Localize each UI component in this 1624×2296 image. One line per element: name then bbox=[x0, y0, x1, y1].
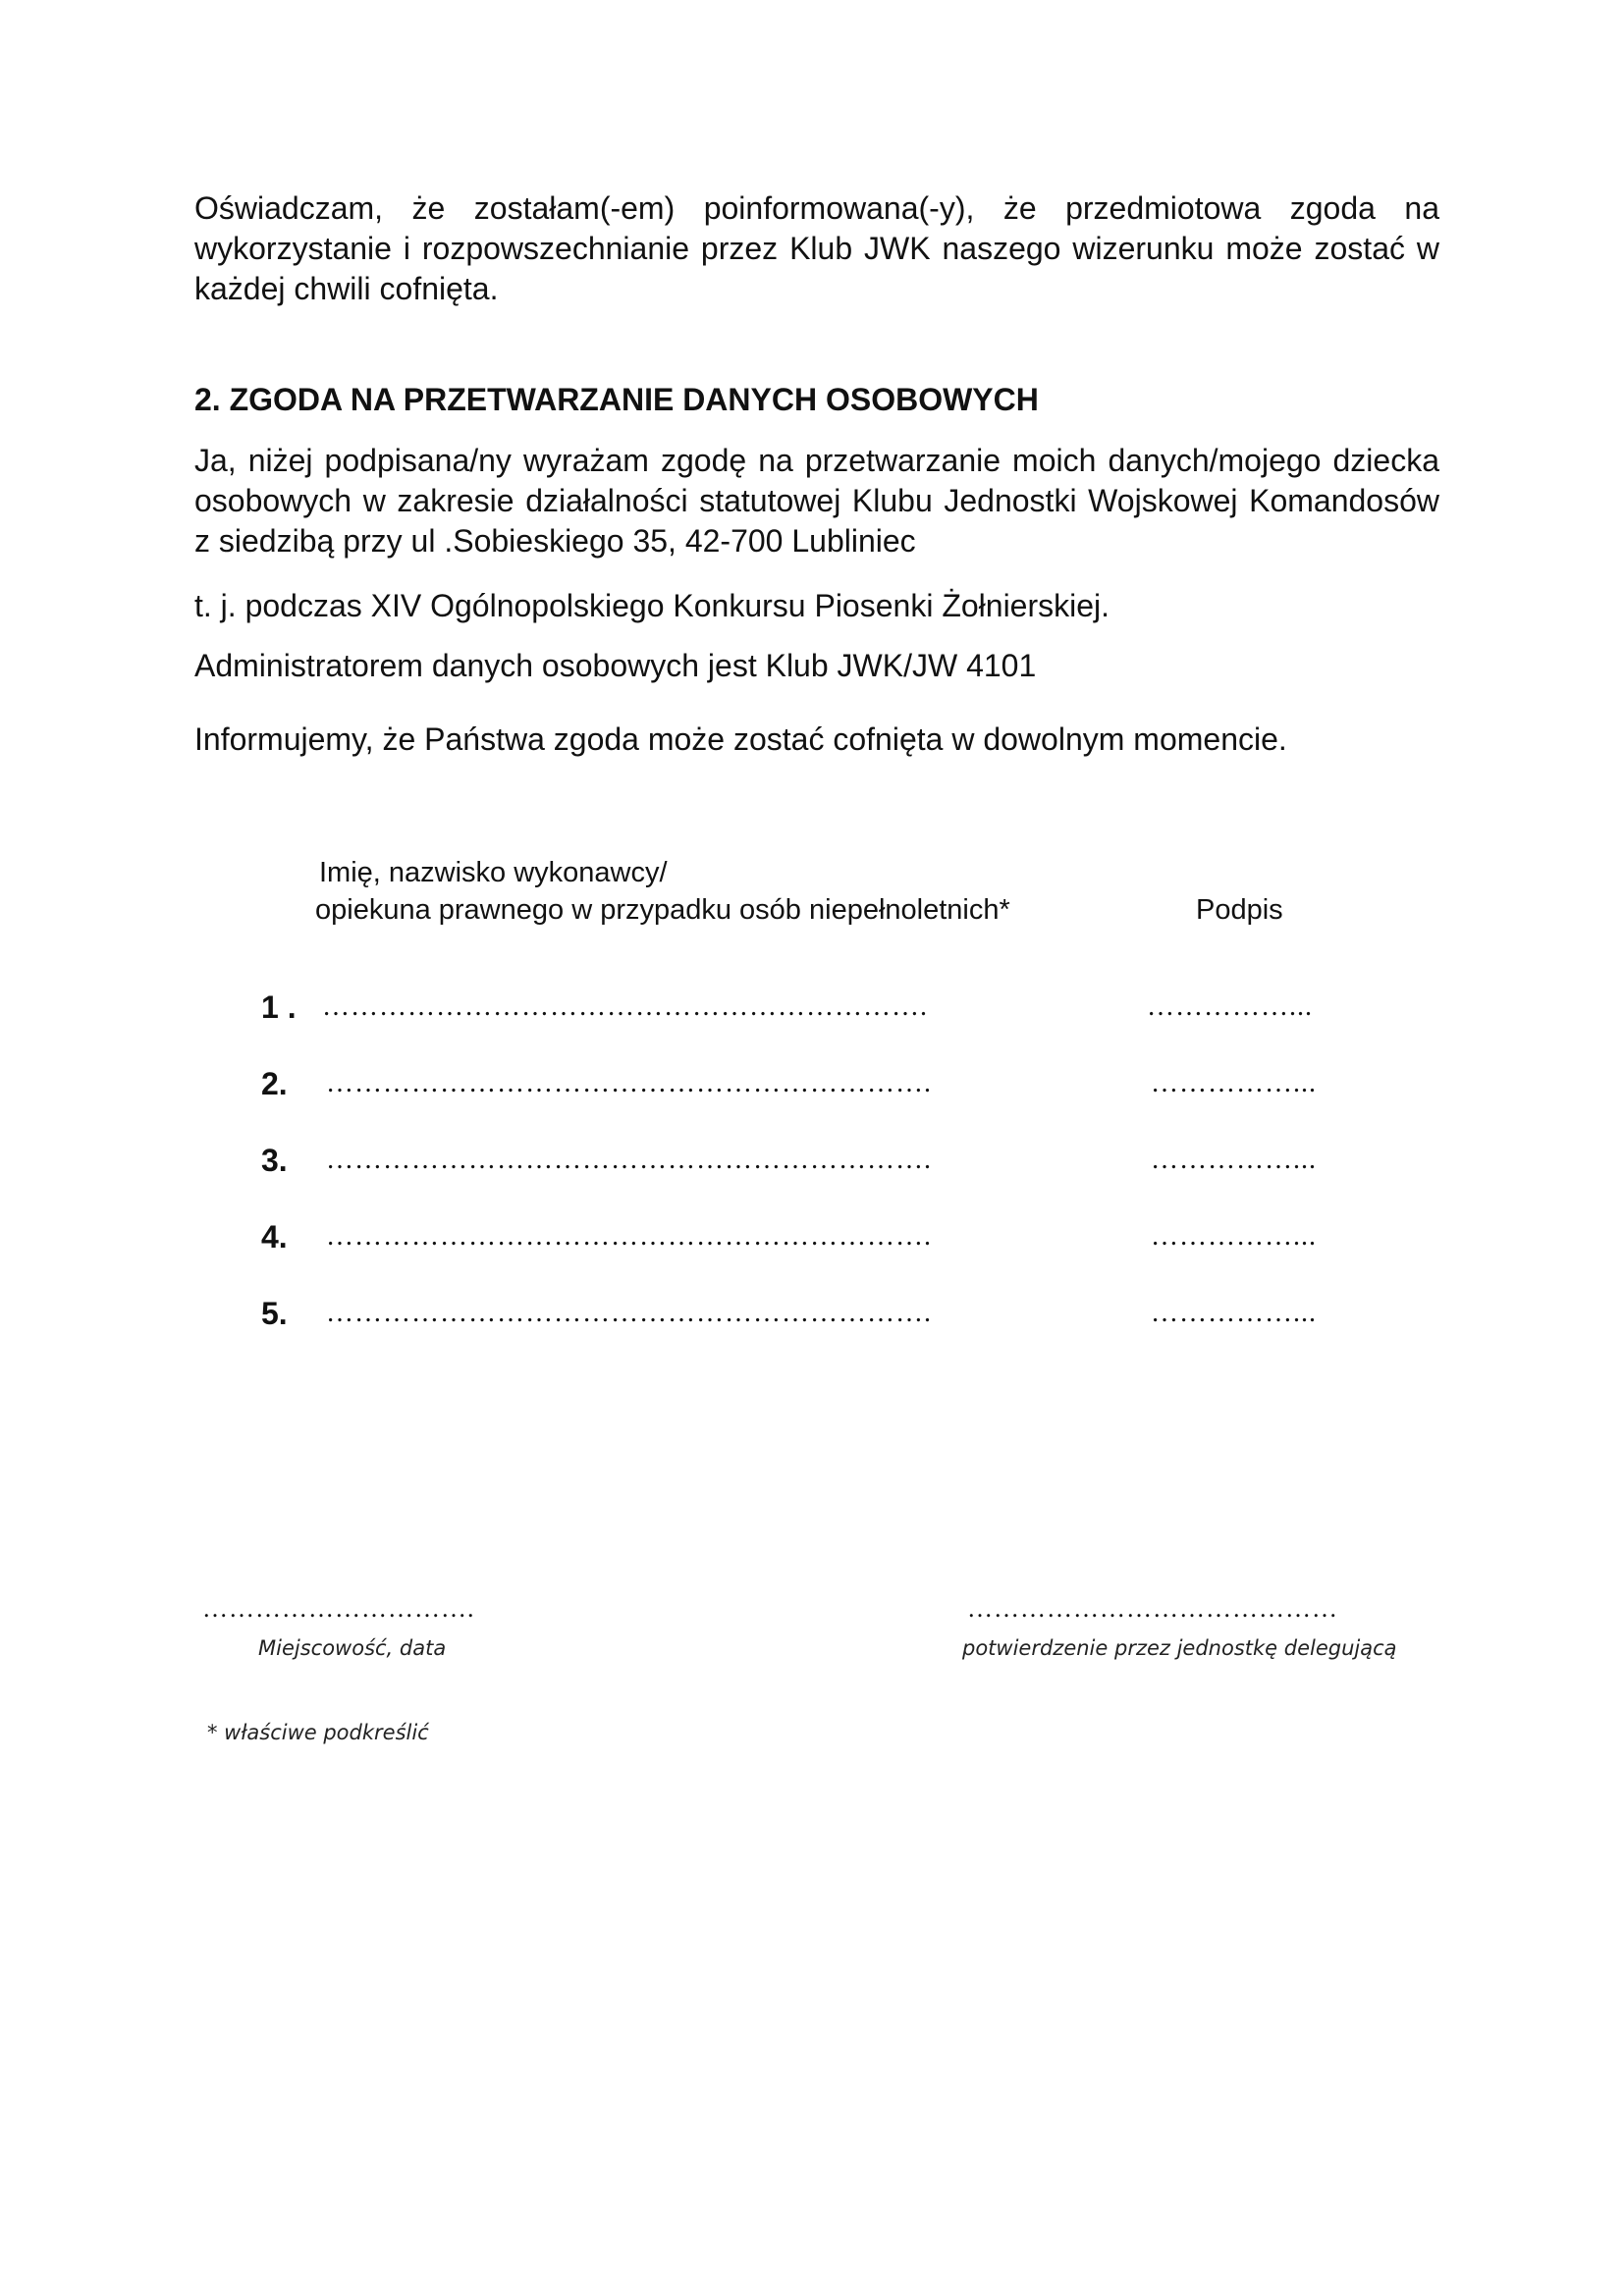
name-column-header-line1: Imię, nazwisko wykonawcy/ bbox=[319, 857, 668, 888]
signature-row bbox=[0, 1215, 1624, 1262]
signature-field[interactable]: ……………... bbox=[1151, 1068, 1317, 1098]
row-number: 4. bbox=[261, 1219, 288, 1255]
name-field[interactable]: ………………………………………………………. bbox=[326, 1298, 932, 1328]
consent-paragraph: Ja, niżej podpisana/ny wyrażam zgodę na przetwarzanie moich danych/mojego dziecka osobowych w zakresie działalności statutowej Klubu Jednostki Wojskowej Komandosów z siedzibą przy ul .Sobieskiego 35, 42-700 Lubliniec bbox=[194, 443, 1439, 559]
signature-row bbox=[0, 1062, 1624, 1109]
signature-row bbox=[0, 1292, 1624, 1339]
signature-field[interactable]: ……………... bbox=[1151, 1298, 1317, 1328]
footnote: * właściwe podkreślić bbox=[207, 1721, 429, 1744]
name-field[interactable]: ………………………………………………………. bbox=[322, 991, 928, 1022]
signature-column-header: Podpis bbox=[1196, 894, 1283, 926]
name-field[interactable]: ………………………………………………………. bbox=[326, 1068, 932, 1098]
row-number: 3. bbox=[261, 1143, 288, 1178]
row-number: 1 . bbox=[261, 989, 297, 1025]
signature-row bbox=[0, 986, 1624, 1033]
intro-paragraph: Oświadczam, że zostałam(-em) poinformowana(-y), że przedmiotowa zgoda na wykorzystanie i rozpowszechnianie przez Klub JWK naszego wizerunku może zostać w każdej chwili cofnięta. bbox=[194, 190, 1439, 306]
place-date-field[interactable]: …………………………. bbox=[202, 1594, 475, 1623]
signature-row bbox=[0, 1139, 1624, 1186]
row-number: 2. bbox=[261, 1066, 288, 1101]
withdrawal-info-line: Informujemy, że Państwa zgoda może zostać cofnięta w dowolnym momencie. bbox=[194, 721, 1287, 757]
signature-field[interactable]: ……………... bbox=[1151, 1145, 1317, 1175]
signature-field[interactable]: ……………... bbox=[1151, 1221, 1317, 1252]
row-number: 5. bbox=[261, 1296, 288, 1331]
section-2-heading: 2. ZGODA NA PRZETWARZANIE DANYCH OSOBOWYCH bbox=[194, 382, 1039, 417]
administrator-line: Administratorem danych osobowych jest Klub JWK/JW 4101 bbox=[194, 648, 1037, 683]
place-date-label: Miejscowość, data bbox=[258, 1636, 447, 1660]
name-field[interactable]: ………………………………………………………. bbox=[326, 1145, 932, 1175]
signature-field[interactable]: ……………... bbox=[1147, 991, 1313, 1022]
name-field[interactable]: ………………………………………………………. bbox=[326, 1221, 932, 1252]
unit-confirmation-label: potwierdzenie przez jednostkę delegującą bbox=[962, 1636, 1397, 1660]
name-column-header-line2: opiekuna prawnego w przypadku osób niepełnoletnich* bbox=[315, 894, 1010, 926]
event-line: t. j. podczas XIV Ogólnopolskiego Konkursu Piosenki Żołnierskiej. bbox=[194, 588, 1110, 623]
unit-confirmation-field[interactable]: …………………………………… bbox=[967, 1594, 1338, 1623]
